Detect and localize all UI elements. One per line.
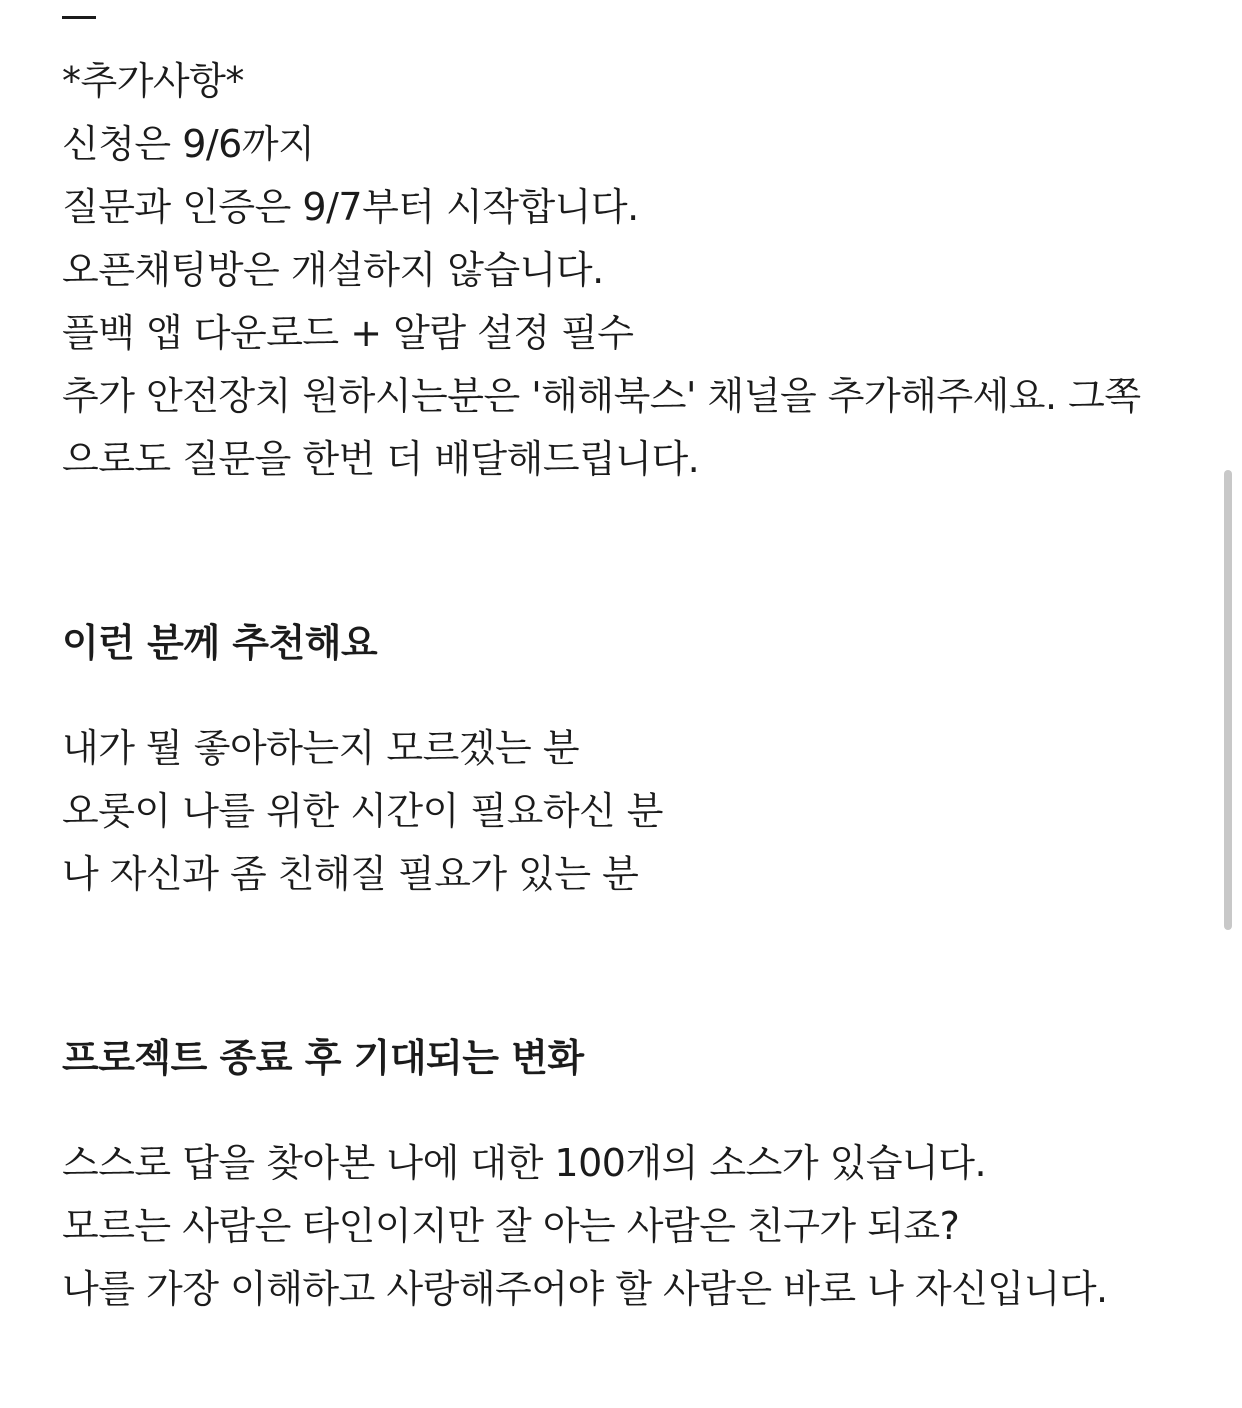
notes-line: 신청은 9/6까지	[62, 122, 315, 166]
recommend-line: 내가 뭘 좋아하는지 모르겠는 분	[62, 726, 580, 770]
notes-line: 오픈채팅방은 개설하지 않습니다.	[62, 248, 604, 292]
recommend-heading: 이런 분께 추천해요	[62, 621, 378, 665]
changes-line: 나를 가장 이해하고 사랑해주어야 할 사람은 바로 나 자신입니다.	[62, 1267, 1108, 1311]
vertical-scrollbar[interactable]	[1224, 470, 1232, 930]
notes-line: 추가 안전장치 원하시는분은 '해해북스' 채널을 추가해주세요. 그쪽	[62, 374, 1141, 418]
notes-line: 으로도 질문을 한번 더 배달해드립니다.	[62, 437, 700, 481]
notes-line: 질문과 인증은 9/7부터 시작합니다.	[62, 185, 639, 229]
divider-dash	[62, 16, 96, 19]
recommend-line: 나 자신과 좀 친해질 필요가 있는 분	[62, 852, 639, 896]
recommend-line: 오롯이 나를 위한 시간이 필요하신 분	[62, 789, 664, 833]
notes-title: *추가사항*	[62, 59, 244, 103]
changes-heading: 프로젝트 종료 후 기대되는 변화	[62, 1036, 584, 1080]
changes-line: 스스로 답을 찾아본 나에 대한 100개의 소스가 있습니다.	[62, 1141, 987, 1185]
notes-line: 플백 앱 다운로드 + 알람 설정 필수	[62, 311, 634, 355]
changes-line: 모르는 사람은 타인이지만 잘 아는 사람은 친구가 되죠?	[62, 1204, 960, 1248]
